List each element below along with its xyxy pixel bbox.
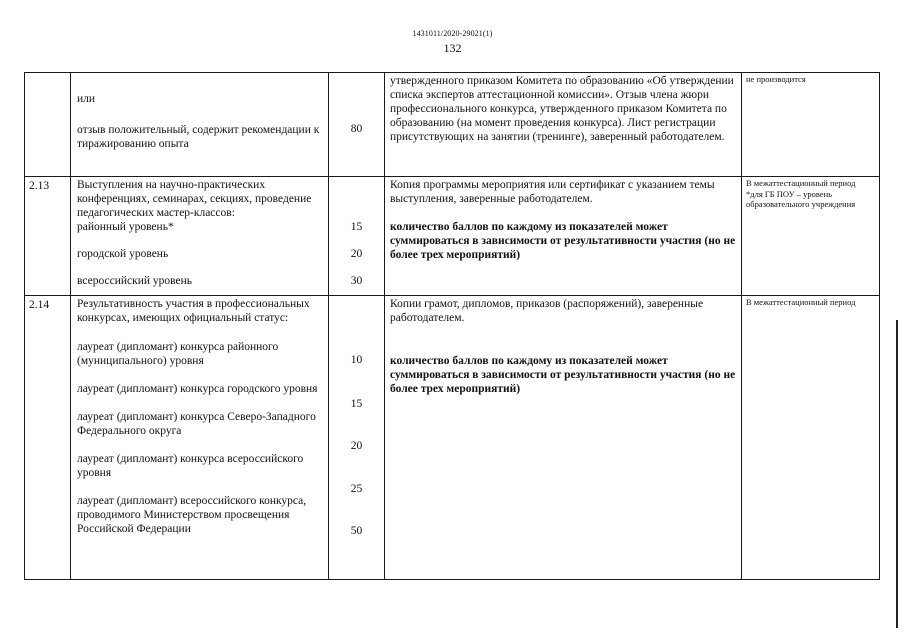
note-extra: *для ГБ ПОУ – уровень образовательного учреждения	[746, 188, 856, 209]
table-row-2-13	[25, 177, 880, 296]
documents-text: утвержденного приказом Комитета по образованию «Об утверждении списка экспертов аттестационной комиссии». Отзыв члена жюри профессионального конкурса, утвержденного приказом Комитета по образованию (на момент проведения конкурса). Лист регистрации присутствующих на занятии (тренинге), заверенный работодателем.	[390, 75, 734, 143]
points-value: 10	[350, 354, 363, 366]
criteria-heading: Результативность участия в профессиональных конкурсах, имеющих официальный статус:	[77, 298, 310, 324]
documents-bold-note: количество баллов по каждому из показателей может суммироваться в зависимости от результативности участия (но не более трех мероприятий)	[390, 355, 736, 395]
criteria-item: районный уровень*	[77, 221, 174, 233]
criteria-item: или	[77, 93, 96, 105]
points-value: 20	[350, 248, 363, 260]
points-value: 80	[350, 123, 363, 135]
criteria-item: лауреат (дипломант) конкурса Северо-Западного Федерального округа	[77, 411, 316, 437]
note-cell	[742, 177, 880, 296]
note-text: не производится	[746, 74, 806, 84]
points-value: 50	[350, 525, 363, 537]
criteria-item: городской уровень	[77, 248, 169, 260]
criteria-item: лауреат (дипломант) конкурса всероссийского уровня	[77, 453, 304, 479]
documents-cell	[385, 296, 742, 580]
points-value: 15	[350, 221, 363, 233]
documents-text: Копии грамот, дипломов, приказов (распоряжений), заверенные работодателем.	[390, 298, 704, 324]
criteria-cell	[71, 296, 329, 580]
criteria-cell	[71, 177, 329, 296]
points-cell	[329, 296, 385, 580]
note-text: В межаттестационный период	[746, 178, 856, 188]
criteria-item: лауреат (дипломант) всероссийского конкурса, проводимого Министерством просвещения Российской Федерации	[77, 495, 307, 535]
documents-bold-note: количество баллов по каждому из показателей может суммироваться в зависимости от результативности участия (но не более трех мероприятий)	[390, 221, 736, 261]
documents-cell	[385, 177, 742, 296]
points-value: 15	[350, 398, 363, 410]
documents-cell	[385, 73, 742, 177]
scan-edge-line	[896, 320, 898, 628]
row-number	[25, 73, 71, 177]
criteria-item: лауреат (дипломант) конкурса районного (муниципального) уровня	[77, 341, 279, 367]
row-number: 2.14	[25, 296, 71, 580]
criteria-item: отзыв положительный, содержит рекомендации к тиражированию опыта	[77, 124, 320, 150]
criteria-table	[24, 72, 880, 580]
documents-text: Копия программы мероприятия или сертификат с указанием темы выступления, заверенные работодателем.	[390, 179, 715, 205]
criteria-item: всероссийский уровень	[77, 275, 193, 287]
note-cell	[742, 73, 880, 177]
row-number: 2.13	[25, 177, 71, 296]
note-cell	[742, 296, 880, 580]
table-row-continuation	[25, 73, 880, 177]
document-code: 1431011/2020-29021(1)	[412, 29, 493, 38]
criteria-item: лауреат (дипломант) конкурса городского уровня	[77, 383, 318, 395]
table-row-2-14	[25, 296, 880, 580]
page-number: 132	[443, 41, 462, 55]
points-value: 25	[350, 483, 363, 495]
points-value: 30	[350, 275, 363, 287]
points-value: 20	[350, 440, 363, 452]
points-cell	[329, 73, 385, 177]
criteria-cell	[71, 73, 329, 177]
points-cell	[329, 177, 385, 296]
note-text: В межаттестационный период	[746, 297, 856, 307]
criteria-heading: Выступления на научно-практических конференциях, семинарах, секциях, проведение педагогических мастер-классов:	[77, 179, 312, 219]
